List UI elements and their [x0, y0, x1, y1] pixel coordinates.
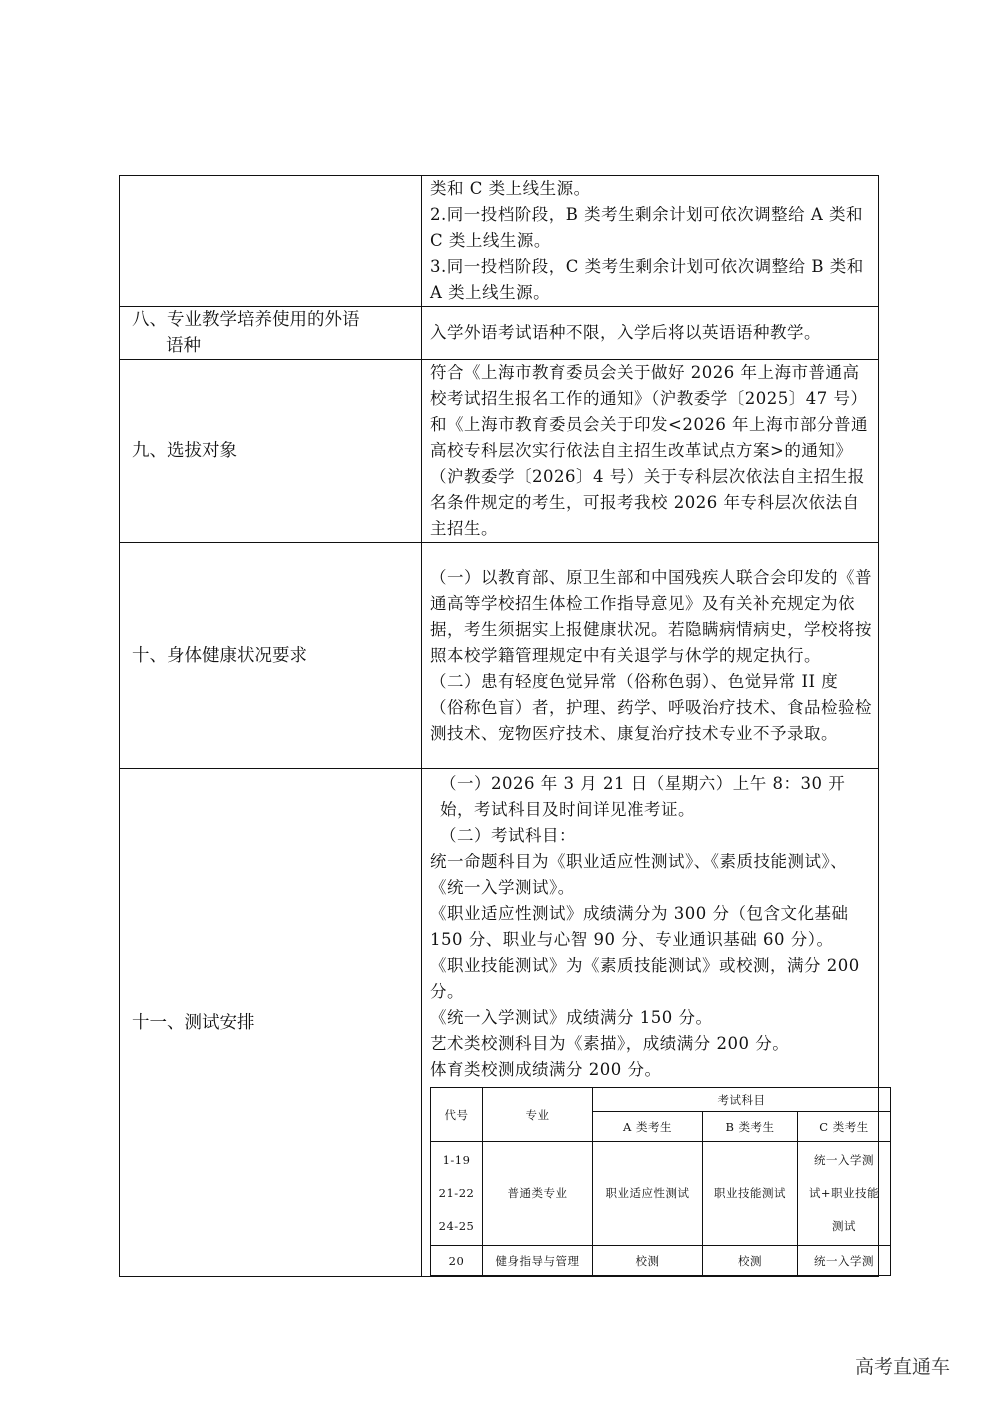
watermark: 高考直通车: [855, 1356, 951, 1378]
header-c: C 类考生: [798, 1112, 891, 1142]
cell-code: 20: [431, 1246, 483, 1276]
header-b: B 类考生: [703, 1112, 798, 1142]
row-foreign-language-label: [120, 307, 422, 360]
row-foreign-language-content: 入学外语考试语种不限，入学后将以英语语种教学。: [422, 307, 879, 360]
table-row: [431, 1142, 891, 1246]
row-health-requirements-content: [422, 543, 879, 769]
content-line: 统一命题科目为《职业适应性测试》、《素质技能测试》、《统一入学测试》。: [430, 852, 848, 897]
cell-c: [798, 1142, 891, 1246]
cell-major: 普通类专业: [483, 1142, 593, 1246]
content-line: 类和 C 类上线生源。: [430, 179, 591, 198]
header-code: 代号: [431, 1088, 483, 1142]
header-subjects: 考试科目: [593, 1088, 891, 1112]
content-line: 《职业适应性测试》成绩满分为 300 分（包含文化基础 150 分、职业与心智 90 分、专业通识基础 60 分）。: [430, 904, 849, 949]
code-line: 21-22: [438, 1186, 475, 1200]
content-line: （二）考试科目：: [440, 826, 576, 845]
admissions-table: [119, 175, 879, 1277]
row-selection-target: [120, 360, 879, 543]
cell-line: 测试: [832, 1219, 857, 1233]
cell-major: 健身指导与管理: [483, 1246, 593, 1276]
cell-line: 试+职业技能: [808, 1186, 880, 1200]
inner-header-row: [431, 1088, 891, 1112]
cell-code: [431, 1142, 483, 1246]
label-line: 语种: [166, 336, 201, 356]
code-line: 1-19: [442, 1153, 471, 1167]
content-line: 《职业技能测试》为《素质技能测试》或校测，满分 200 分。: [430, 956, 860, 1001]
cell-a: 校测: [593, 1246, 703, 1276]
content-line: （一）2026 年 3 月 21 日（星期六）上午 8：30 开始，考试科目及时间详见准考证。: [440, 774, 846, 819]
content-line: 《统一入学测试》成绩满分 150 分。: [430, 1008, 713, 1027]
row-selection-target-content: 符合《上海市教育委员会关于做好 2026 年上海市普通高校考试招生报名工作的通知》（沪教委学〔2025〕47 号）和《上海市教育委员会关于印发<2026 年上海市部分普通高校专科层次实行依法自主招生改革试点方案>的通知》（沪教委学〔2026〕4 号）关于专科层次依法自主招生报名条件规定的考生，可报考我校 2026 年专科层次依法自主招生。: [422, 360, 879, 543]
row-test-arrangement: [120, 769, 879, 1277]
row-health-requirements-label: 十、身体健康状况要求: [120, 543, 422, 769]
exam-subjects-table: [430, 1087, 891, 1276]
cell-c: 统一入学测: [798, 1246, 891, 1276]
content-paragraph: （一）以教育部、原卫生部和中国残疾人联合会印发的《普通高等学校招生体检工作指导意见》及有关补充规定为依据，考生须据实上报健康状况。若隐瞒病情病史，学校将按照本校学籍管理规定中有关退学与休学的规定执行。: [430, 567, 872, 665]
row-continued-content: [422, 176, 879, 307]
row-continued-label: [120, 176, 422, 307]
content-paragraph: （二）患有轻度色觉异常（俗称色弱）、色觉异常 II 度（俗称色盲）者，护理、药学、呼吸治疗技术、食品检验检测技术、宠物医疗技术、康复治疗技术专业不予录取。: [430, 671, 872, 743]
table-row: [431, 1246, 891, 1276]
content-line: 2.同一投档阶段，B 类考生剩余计划可依次调整给 A 类和 C 类上线生源。: [430, 205, 864, 250]
row-test-arrangement-label: 十一、测试安排: [120, 769, 422, 1277]
row-selection-target-label: 九、选拔对象: [120, 360, 422, 543]
row-foreign-language: [120, 307, 879, 360]
row-health-requirements: [120, 543, 879, 769]
cell-b: 校测: [703, 1246, 798, 1276]
cell-b: 职业技能测试: [703, 1142, 798, 1246]
row-continued: [120, 176, 879, 307]
header-major: 专业: [483, 1088, 593, 1142]
cell-line: 统一入学测: [814, 1153, 875, 1167]
content-line: 体育类校测成绩满分 200 分。: [430, 1060, 662, 1079]
cell-a: 职业适应性测试: [593, 1142, 703, 1246]
label-line: 八、专业教学培养使用的外语: [132, 310, 360, 330]
content-line: 3.同一投档阶段，C 类考生剩余计划可依次调整给 B 类和 A 类上线生源。: [430, 257, 864, 302]
header-a: A 类考生: [593, 1112, 703, 1142]
row-test-arrangement-content: [422, 769, 879, 1277]
code-line: 24-25: [438, 1219, 475, 1233]
content-line: 艺术类校测科目为《素描》，成绩满分 200 分。: [430, 1034, 790, 1053]
